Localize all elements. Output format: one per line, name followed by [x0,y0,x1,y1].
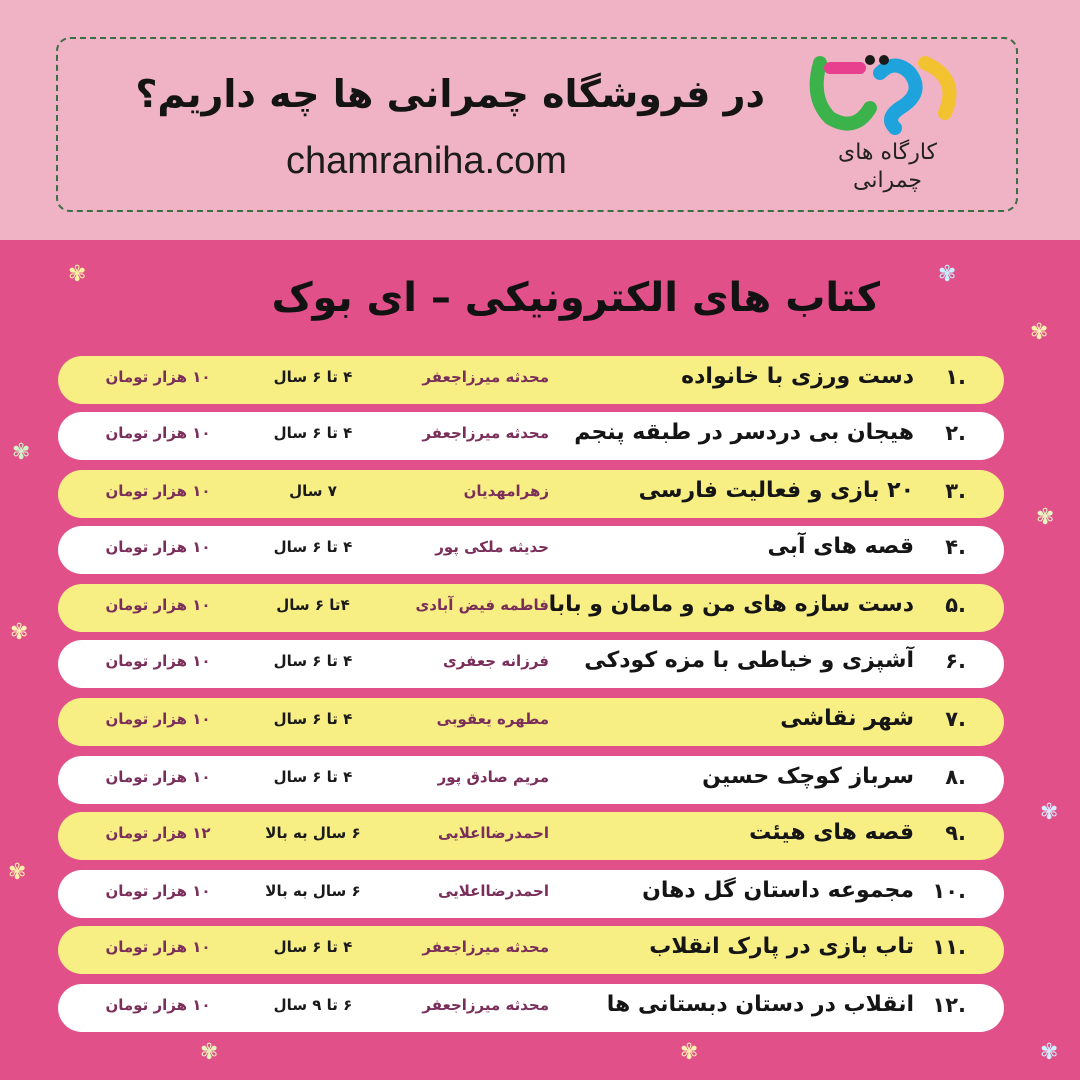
book-age-range: ۴تا ۶ سال [276,596,350,614]
book-row[interactable] [58,870,1004,918]
book-age-range: ۴ تا ۶ سال [273,710,353,728]
book-author: مطهره یعقوبی [436,710,549,728]
book-title: قصه های آبی [767,534,914,559]
book-number: .۵ [945,593,966,617]
book-row[interactable] [58,926,1004,974]
book-title: مجموعه داستان گل دهان [642,878,914,903]
book-price: ۱۰ هزار تومان [105,996,211,1014]
butterfly-icon: ✾ [200,1040,219,1065]
book-title: هیجان بی دردسر در طبقه پنجم [574,420,914,445]
book-row[interactable] [58,526,1004,574]
butterfly-icon: ✾ [938,262,957,287]
book-row[interactable] [58,412,1004,460]
book-number: .۲ [945,421,966,445]
book-price: ۱۰ هزار تومان [105,768,211,786]
logo-caption-line2: چمرانی [852,168,923,193]
butterfly-icon: ✾ [1036,505,1055,530]
book-row[interactable] [58,756,1004,804]
book-author: احمدرضااعلایی [437,824,549,842]
book-price: ۱۰ هزار تومان [105,424,211,442]
book-title: شهر نقاشی [780,706,914,731]
book-price: ۱۰ هزار تومان [105,368,211,386]
book-author: محدثه میرزاجعفر [422,938,549,956]
book-author: فاطمه فیض آبادی [415,596,549,614]
book-price: ۱۰ هزار تومان [105,710,211,728]
butterfly-icon: ✾ [1040,800,1059,825]
book-row[interactable] [58,584,1004,632]
logo-caption-line1: کارگاه های [837,140,938,165]
book-title: تاب بازی در پارک انقلاب [649,934,914,959]
butterfly-icon: ✾ [1040,1040,1059,1065]
book-row[interactable] [58,470,1004,518]
store-url[interactable]: chamraniha.com [286,140,567,182]
book-author: زهرامهدیان [463,482,549,500]
book-age-range: ۶ تا ۹ سال [273,996,353,1014]
book-author: احمدرضااعلایی [437,882,549,900]
book-title: قصه های هیئت [749,820,914,845]
book-title: سرباز کوچک حسین [702,764,914,789]
book-age-range: ۴ تا ۶ سال [273,538,353,556]
book-number: .۱۰ [932,879,966,903]
book-price: ۱۰ هزار تومان [105,482,211,500]
book-price: ۱۰ هزار تومان [105,652,211,670]
book-age-range: ۶ سال به بالا [265,824,361,842]
book-number: .۴ [945,535,966,559]
book-title: دست ورزی با خانواده [681,364,914,389]
book-number: .۳ [945,479,966,503]
book-author: مریم صادق پور [437,768,549,786]
book-age-range: ۴ تا ۶ سال [273,938,353,956]
book-author: فرزانه جعفری [442,652,549,670]
book-row[interactable] [58,640,1004,688]
book-title: آشپزی و خیاطی با مزه کودکی [584,648,914,673]
book-author: محدثه میرزاجعفر [422,368,549,386]
book-number: .۸ [945,765,966,789]
book-price: ۱۰ هزار تومان [105,938,211,956]
page-headline: در فروشگاه چمرانی ها چه داریم؟ [135,72,765,116]
brand-logo [800,48,975,203]
book-number: .۷ [945,707,966,731]
book-age-range: ۴ تا ۶ سال [273,652,353,670]
book-age-range: ۶ سال به بالا [265,882,361,900]
book-title: دست سازه های من و مامان و بابا [548,592,914,617]
book-age-range: ۴ تا ۶ سال [273,768,353,786]
logo-mark-icon [800,48,975,143]
book-row[interactable] [58,356,1004,404]
book-number: .۱ [945,365,966,389]
book-price: ۱۰ هزار تومان [105,882,211,900]
book-price: ۱۰ هزار تومان [105,596,211,614]
book-row[interactable] [58,812,1004,860]
book-number: .۱۱ [932,935,966,959]
book-number: .۱۲ [932,993,966,1017]
book-age-range: ۴ تا ۶ سال [273,368,353,386]
header-band [0,0,1080,240]
butterfly-icon: ✾ [10,620,29,645]
book-number: .۹ [945,821,966,845]
butterfly-icon: ✾ [1030,320,1049,345]
book-number: .۶ [945,649,966,673]
butterfly-icon: ✾ [68,262,87,287]
book-row[interactable] [58,698,1004,746]
book-age-range: ۴ تا ۶ سال [273,424,353,442]
book-title: انقلاب در دستان دبستانی ها [606,992,914,1017]
butterfly-icon: ✾ [680,1040,699,1065]
book-title: ۲۰ بازی و فعالیت فارسی [638,478,914,503]
section-title: کتاب های الکترونیکی – ای بوک [271,275,880,321]
book-price: ۱۲ هزار تومان [105,824,211,842]
book-author: محدثه میرزاجعفر [422,424,549,442]
book-price: ۱۰ هزار تومان [105,538,211,556]
butterfly-icon: ✾ [12,440,31,465]
butterfly-icon: ✾ [8,860,27,885]
book-author: حدیثه ملکی پور [435,538,549,556]
book-author: محدثه میرزاجعفر [422,996,549,1014]
book-age-range: ۷ سال [289,482,337,500]
book-row[interactable] [58,984,1004,1032]
